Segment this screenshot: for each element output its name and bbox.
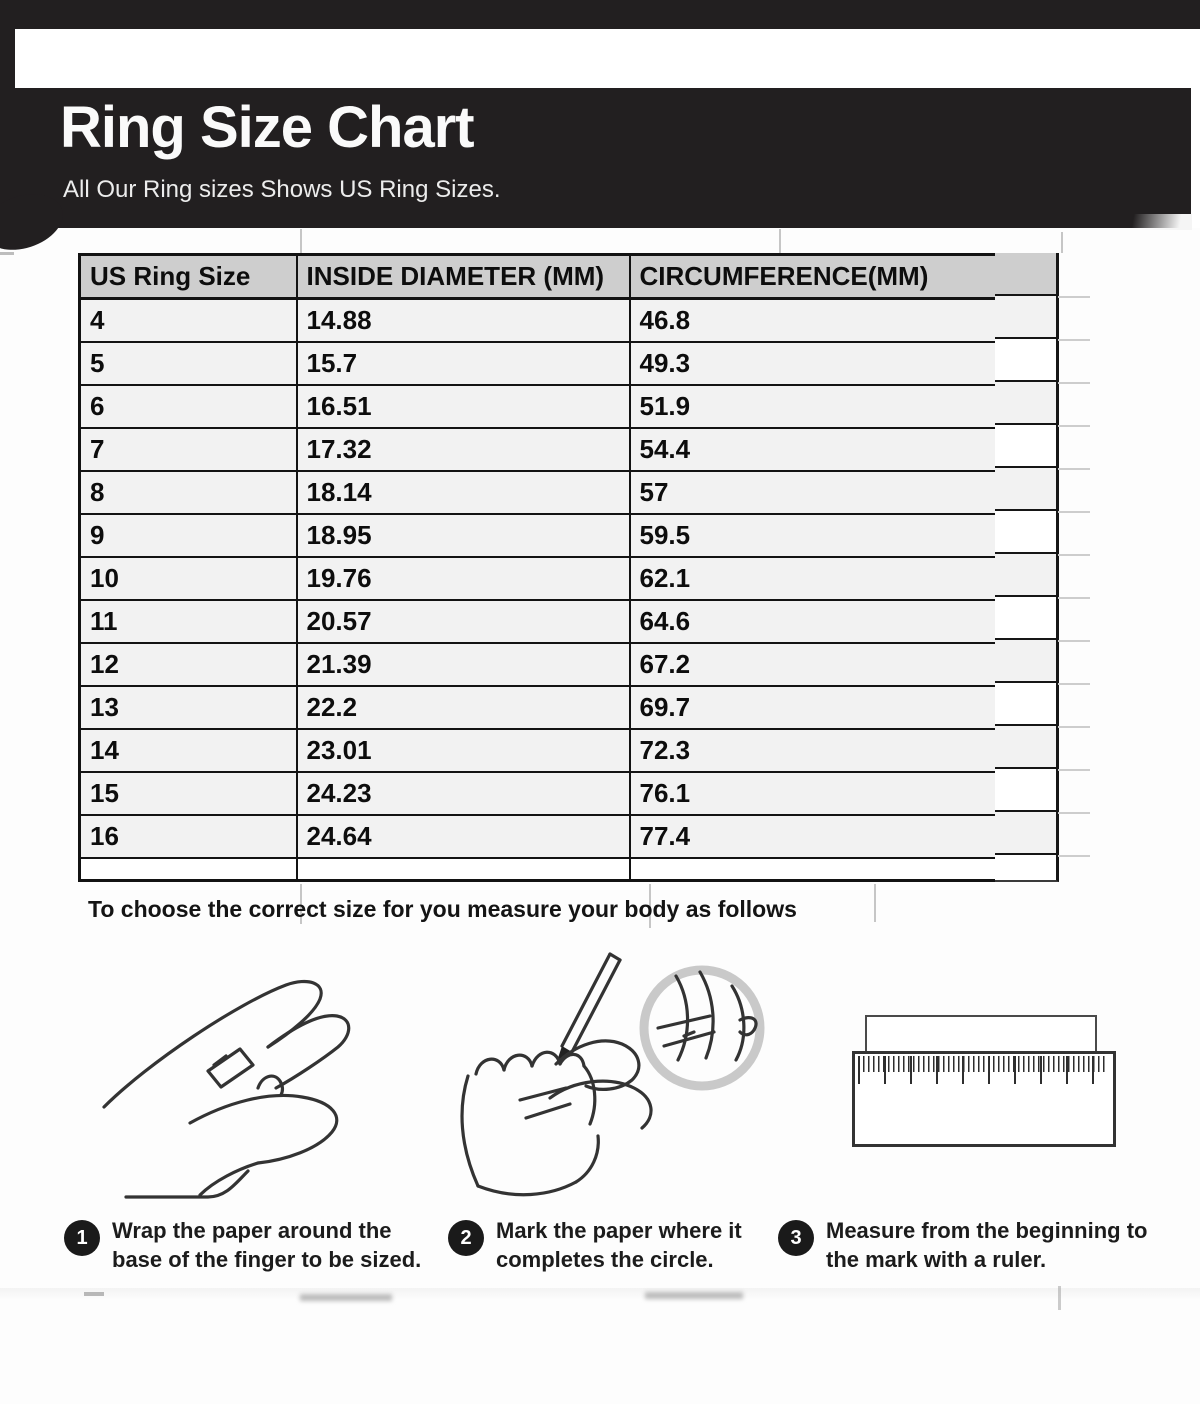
scan-artifact: [645, 1292, 743, 1299]
table-row-empty: [80, 858, 997, 881]
step-1-text: Wrap the paper around the base of the finger to be sized.: [112, 1218, 422, 1273]
step-2-badge: 2: [448, 1220, 484, 1256]
hand-wrap-icon: [90, 955, 420, 1200]
step-3-badge: 3: [778, 1220, 814, 1256]
table-row: 14 23.01 72.3: [80, 729, 997, 772]
table-row: 5 15.7 49.3: [80, 342, 997, 385]
mark-paper-illustration: [450, 948, 790, 1203]
grid-guide-line: [779, 229, 781, 253]
ring-size-table: [78, 253, 998, 882]
scan-artifact: [0, 1288, 1200, 1300]
banner-right-gap: [1191, 88, 1200, 228]
hand-wrap-illustration: [90, 955, 420, 1200]
table-row: 15 24.23 76.1: [80, 772, 997, 815]
table-row: 13 22.2 69.7: [80, 686, 997, 729]
col-header-us-ring-size: US Ring Size: [80, 255, 297, 299]
table-row: 8 18.14 57: [80, 471, 997, 514]
scan-artifact: [1058, 1286, 1061, 1310]
spreadsheet-ghost-column: [995, 253, 1059, 882]
spreadsheet-ghost-lines: [1058, 296, 1090, 858]
page-subtitle: All Our Ring sizes Shows US Ring Sizes.: [63, 176, 501, 203]
step-3-text: Measure from the beginning to the mark with a ruler.: [826, 1218, 1148, 1273]
table-row: 11 20.57 64.6: [80, 600, 997, 643]
step-1-badge: 1: [64, 1220, 100, 1256]
step-2-text: Mark the paper where it completes the circle.: [496, 1218, 742, 1273]
banner-bottom-fade: [1108, 214, 1192, 230]
grid-guide-line: [300, 229, 302, 253]
ruler-icon: [852, 1051, 1116, 1147]
table-row: 9 18.95 59.5: [80, 514, 997, 557]
table-row: 16 24.64 77.4: [80, 815, 997, 858]
top-white-strip: [15, 29, 1200, 88]
col-header-circumference: CIRCUMFERENCE(MM): [630, 255, 997, 299]
table-row: 7 17.32 54.4: [80, 428, 997, 471]
ruler-tick-marks: [858, 1056, 1108, 1086]
grid-guide-line: [1061, 232, 1063, 253]
instructions-heading: To choose the correct size for you measure your body as follows: [88, 896, 797, 922]
table-header-row: [80, 255, 997, 299]
table-row: 10 19.76 62.1: [80, 557, 997, 600]
scan-artifact: [300, 1294, 392, 1301]
col-header-inside-diameter: INSIDE DIAMETER (MM): [297, 255, 630, 299]
table-row: 4 14.88 46.8: [80, 299, 997, 343]
ruler-illustration: [852, 1015, 1118, 1145]
table-row: 12 21.39 67.2: [80, 643, 997, 686]
scan-artifact: [84, 1292, 104, 1296]
grid-guide-line: [0, 252, 14, 255]
table-row: 6 16.51 51.9: [80, 385, 997, 428]
grid-guide-line: [874, 884, 876, 922]
page-title: Ring Size Chart: [60, 95, 474, 160]
mark-paper-icon: [450, 948, 790, 1203]
